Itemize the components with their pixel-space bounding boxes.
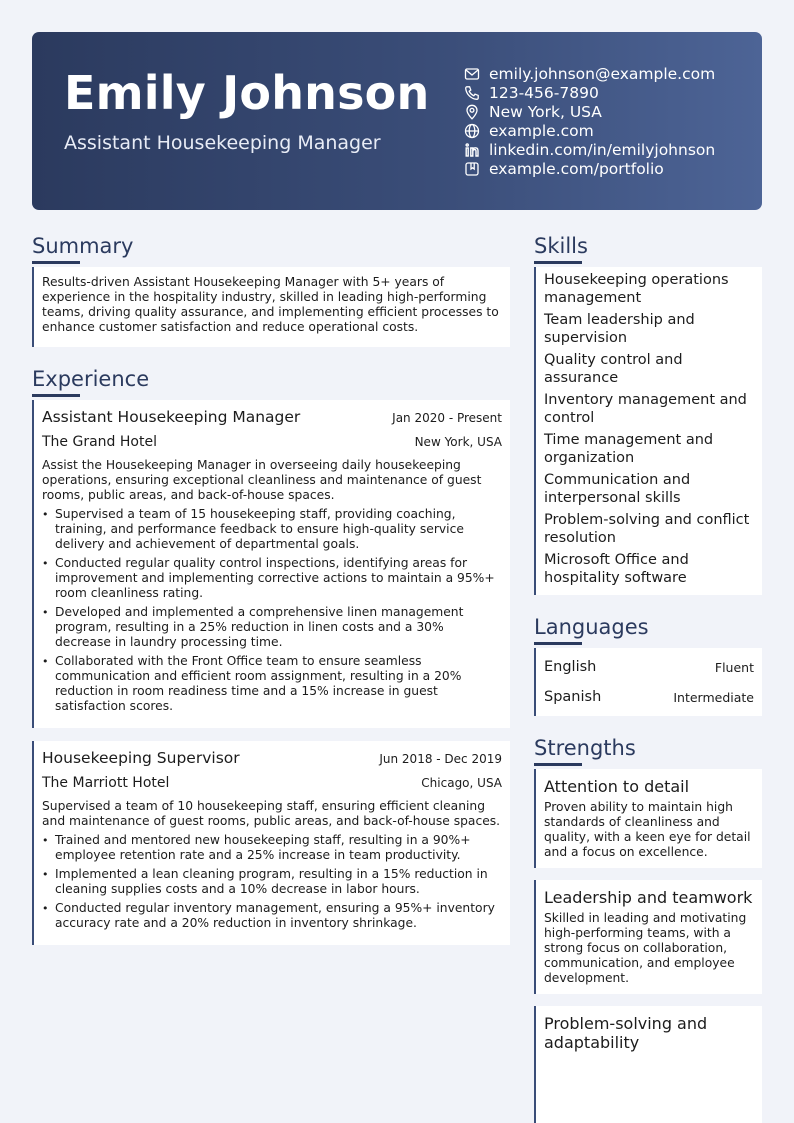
strength-card	[534, 769, 762, 868]
languages-card	[534, 648, 762, 716]
contact-location-text: New York, USA	[489, 102, 602, 121]
contact-portfolio-text: example.com/portfolio	[489, 159, 664, 178]
strength-title: Attention to detail	[544, 777, 690, 796]
contact-website[interactable]	[464, 121, 715, 140]
envelope-icon	[464, 66, 480, 82]
strength-card	[534, 880, 762, 994]
summary-section	[32, 232, 510, 347]
job-bullet: • Trained and mentored new housekeeping staff, resulting in a 90%+ employee retention rate and a 25% increase in team productivity.	[42, 833, 502, 863]
job-bullet: • Conducted regular inventory management, ensuring a 95%+ inventory accuracy rate and a 20% reduction in inventory shrinkage.	[42, 901, 502, 931]
contact-location	[464, 102, 715, 121]
strength-card	[534, 1006, 762, 1123]
job-header	[42, 408, 502, 426]
language-row	[544, 682, 754, 712]
skill-item: Communication and interpersonal skills	[544, 472, 691, 506]
skill-item: Time management and organization	[544, 432, 714, 466]
languages-section	[534, 613, 762, 716]
location-pin-icon	[464, 104, 480, 120]
summary-text: Results-driven Assistant Housekeeping Manager with 5+ years of experience in the hospitality industry, skilled in leading high-performing teams, driving quality assurance, and implementing efficient processes to enhance customer satisfaction and reduce operational costs.	[42, 275, 499, 334]
phone-icon	[464, 85, 480, 101]
language-name: English	[544, 659, 597, 675]
job-description: Assist the Housekeeping Manager in overseeing daily housekeeping operations, ensuring exceptional cleanliness and maintenance of guest rooms, public areas, and back-of-house spaces.	[42, 458, 482, 502]
contact-phone-text: 123-456-7890	[489, 83, 599, 102]
job-bullet: • Collaborated with the Front Office team to ensure seamless communication and efficient room assignment, resulting in a 20% reduction in room readiness time and a 15% increase in guest satisfaction scores.	[42, 654, 502, 714]
job-company: The Marriott Hotel	[42, 775, 170, 791]
strengths-section	[534, 734, 762, 1123]
language-level: Fluent	[714, 659, 754, 675]
skills-heading: Skills	[534, 234, 588, 258]
job-description: Supervised a team of 10 housekeeping staff, ensuring efficient cleaning and maintenance of guest rooms, public areas, and back-of-house spaces.	[42, 799, 501, 828]
contact-email[interactable]	[464, 64, 715, 83]
experience-heading: Experience	[32, 367, 150, 391]
contact-linkedin-text: linkedin.com/in/emilyjohnson	[489, 140, 716, 159]
strength-title: Problem-solving and adaptability	[544, 1014, 708, 1052]
summary-card	[32, 267, 510, 347]
section-underline	[32, 261, 80, 264]
left-column	[32, 232, 510, 958]
experience-section	[32, 365, 510, 945]
skills-card	[534, 267, 762, 595]
job-bullet-list	[42, 833, 502, 931]
linkedin-icon	[464, 142, 480, 158]
skill-item: Problem-solving and conflict resolution	[544, 512, 750, 546]
skill-item: Housekeeping operations management	[544, 272, 729, 306]
job-bullet: • Developed and implemented a comprehensive linen management program, resulting in a 25% reduction in linen costs and a 30% decrease in laundry processing time.	[42, 605, 502, 650]
strengths-heading: Strengths	[534, 736, 636, 760]
summary-heading: Summary	[32, 234, 134, 258]
strength-title: Leadership and teamwork	[544, 888, 753, 907]
job-title: Housekeeping Supervisor	[42, 749, 240, 767]
job-dates: Jan 2020 - Present	[392, 411, 502, 425]
contact-phone[interactable]	[464, 83, 715, 102]
section-underline	[32, 394, 80, 397]
contact-website-text: example.com	[489, 121, 594, 140]
section-underline	[534, 261, 582, 264]
job-bullet-list	[42, 507, 502, 714]
section-underline	[534, 642, 582, 645]
job-company: The Grand Hotel	[42, 434, 157, 450]
skill-item: Inventory management and control	[544, 392, 747, 426]
contact-email-text: emily.johnson@example.com	[489, 64, 716, 83]
job-bullet: • Implemented a lean cleaning program, resulting in a 15% reduction in cleaning supplies costs and a 10% decrease in labor hours.	[42, 867, 502, 897]
contact-portfolio[interactable]	[464, 159, 715, 178]
languages-heading: Languages	[534, 615, 649, 639]
language-row	[544, 652, 754, 682]
candidate-title: Assistant Housekeeping Manager	[64, 132, 381, 154]
experience-card	[32, 400, 510, 728]
language-name: Spanish	[544, 689, 602, 705]
job-dates: Jun 2018 - Dec 2019	[379, 752, 502, 766]
contact-list	[464, 64, 715, 178]
globe-icon	[464, 123, 480, 139]
skills-section	[534, 232, 762, 595]
strength-description: Proven ability to maintain high standards of cleanliness and quality, with a keen eye for detail and a focus on excellence.	[544, 800, 751, 859]
job-location: New York, USA	[414, 435, 502, 449]
skill-item: Team leadership and supervision	[544, 312, 695, 346]
right-column	[534, 232, 762, 1123]
skill-item: Microsoft Office and hospitality software	[544, 552, 689, 586]
candidate-name: Emily Johnson	[64, 66, 430, 120]
experience-card	[32, 741, 510, 945]
section-underline	[534, 763, 582, 766]
skill-item: Quality control and assurance	[544, 352, 683, 386]
job-title: Assistant Housekeeping Manager	[42, 408, 301, 426]
job-bullet: • Conducted regular quality control inspections, identifying areas for improvement and implementing corrective actions to maintain a 95%+ room cleanliness rating.	[42, 556, 502, 601]
portfolio-icon	[464, 161, 480, 177]
job-location: Chicago, USA	[421, 776, 502, 790]
language-level: Intermediate	[673, 689, 754, 705]
strength-description: Skilled in leading and motivating high-performing teams, with a strong focus on collaboration, communication, and employee development.	[544, 911, 747, 985]
resume-header	[32, 32, 762, 210]
job-bullet: • Supervised a team of 15 housekeeping staff, providing coaching, training, and performance feedback to ensure high-quality service delivery and achievement of departmental goals.	[42, 507, 502, 552]
contact-linkedin[interactable]	[464, 140, 715, 159]
job-header	[42, 749, 502, 767]
job-company-row	[42, 775, 502, 791]
job-company-row	[42, 434, 502, 450]
